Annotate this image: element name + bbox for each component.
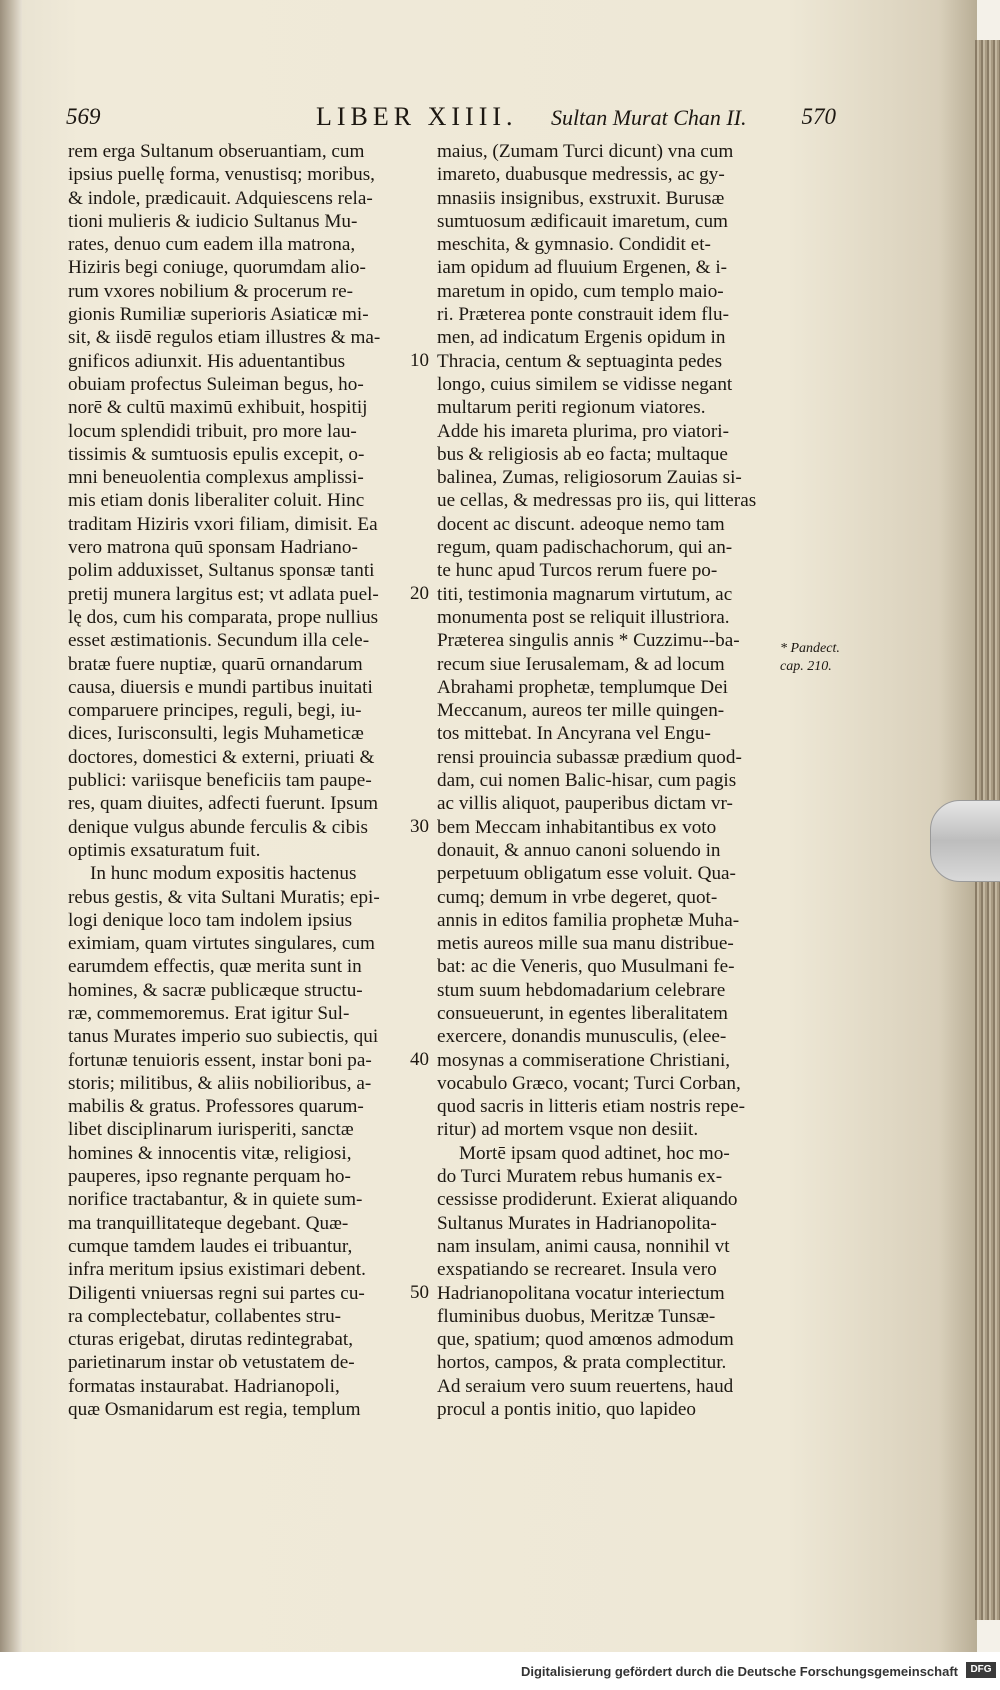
text-line: Hiziris begi coniuge, quorumdam alio- (68, 257, 366, 279)
line-number: 40 (410, 1048, 429, 1070)
text-line: maius, (Zumam Turci dicunt) vna cum (437, 141, 734, 162)
text-line: que, spatium; quod amœnos admodum (437, 1329, 734, 1351)
text-line: rebus gestis, & vita Sultani Muratis; epi- (68, 886, 380, 908)
text-line: vocabulo Græco, vocant; Turci Corban, (437, 1072, 741, 1094)
text-line: maretum in opido, cum templo maio- (437, 280, 724, 302)
text-line: Meccanum, aureos ter mille quingen- (437, 700, 725, 722)
marginal-note-line: * Pandect. (780, 641, 840, 656)
digitization-credit: Digitalisierung gefördert durch die Deutsche Forschungsgemeinschaft (520, 1664, 958, 1679)
text-line: quod sacris in litteris etiam nostris repe- (437, 1096, 745, 1118)
text-line: bratæ fuere nuptiæ, quarū ornandarum (68, 653, 363, 675)
text-line: nam insulam, animi causa, nonnihil vt (437, 1235, 730, 1257)
text-line: sit, & iisdē regulos etiam illustres & ma- (68, 327, 381, 349)
text-line: exspatiando se recrearet. Insula vero (437, 1259, 717, 1281)
text-line: In hunc modum expositis hactenus (90, 863, 357, 885)
text-line: consueuerunt, in egentes liberalitatem (437, 1002, 728, 1024)
running-subtitle: Sultan Murat Chan II. (551, 105, 747, 130)
text-line: Ad seraium vero suum reuertens, haud (437, 1375, 734, 1397)
text-line: ra complectebatur, collabentes stru- (68, 1305, 342, 1327)
text-line: ræ, commemoremus. Erat igitur Sul- (68, 1002, 350, 1024)
text-line: Sultanus Murates in Hadrianopolita- (437, 1212, 717, 1234)
text-line: norifice tractabantur, & in quiete sum- (68, 1189, 363, 1211)
page-number-right: 570 (801, 104, 836, 129)
book-binding (0, 0, 22, 1652)
text-line: publici: variisque beneficiis tam paupe- (68, 770, 372, 792)
text-line: bus & religiosis ab eo facta; multaque (437, 443, 728, 465)
text-line: mabilis & gratus. Professores quarum- (68, 1096, 364, 1118)
text-line: fortunæ tenuioris essent, instar boni pa- (68, 1049, 372, 1071)
text-line: donauit, & annuo canoni soluendo in (437, 839, 721, 861)
text-line: Hadrianopolitana vocatur interiectum (437, 1282, 725, 1304)
text-line: hortos, campos, & prata complectitur. (437, 1352, 727, 1374)
text-line: sumtuosum ædificauit imaretum, cum (437, 210, 728, 232)
text-line: ritur) ad mortem vsque non desiit. (437, 1119, 699, 1141)
text-line: rum vxores nobilium & procerum re- (68, 280, 354, 302)
marginal-note (780, 640, 840, 676)
text-line: mosynas a commiseratione Christiani, (437, 1049, 731, 1071)
page-number-left: 569 (66, 104, 101, 129)
text-line: tos mittebat. In Ancyrana vel Engu- (437, 723, 711, 745)
text-line: Abrahami prophetæ, templumque Dei (437, 676, 728, 698)
text-line: denique vulgus abunde ferculis & cibis (68, 816, 369, 838)
text-line: bem Meccam inhabitantibus ex voto (437, 816, 717, 838)
text-line: tanus Murates imperio suo subiectis, qui (68, 1026, 379, 1048)
text-line: metis aureos mille sua manu distribue- (437, 933, 734, 955)
text-line: locum splendidi tribuit, pro more lau- (68, 420, 357, 442)
text-line: comparuere principes, reguli, begi, iu- (68, 700, 362, 722)
text-line: ac villis aliquot, pauperibus dictam vr- (437, 793, 733, 815)
text-line: obuiam profectus Suleiman begus, ho- (68, 373, 364, 395)
text-line: stum suum hebdomadarium celebrare (437, 979, 726, 1001)
text-line: rem erga Sultanum obseruantiam, cum (68, 141, 365, 162)
text-line: multarum periti regionum viatores. (437, 397, 706, 419)
text-line: cumq; demum in vrbe degeret, quot- (437, 886, 718, 908)
text-line: libet disciplinarum iurisperiti, sanctæ (68, 1119, 354, 1141)
text-line: gnificos adiunxit. His aduentantibus (68, 350, 346, 372)
text-line: dices, Iurisconsulti, legis Muhameticæ (68, 723, 364, 745)
text-line: dam, cui nomen Balic-hisar, cum pagis (437, 770, 737, 792)
text-line: Præterea singulis annis * Cuzzimu--ba- (437, 630, 740, 652)
right-text-column (437, 140, 777, 1421)
text-line: esset æstimationis. Secundum illa cele- (68, 630, 370, 652)
text-line: ri. Præterea ponte constrauit idem flu- (437, 304, 729, 326)
text-line: optimis exsaturatum fuit. (68, 839, 261, 861)
text-line: exercere, donandis munusculis, (elee- (437, 1026, 727, 1048)
text-line: titi, testimonia magnarum virtutum, ac (437, 583, 733, 605)
text-line: Mortē ipsam quod adtinet, hoc mo- (459, 1142, 730, 1164)
text-line: iam opidum ad fluuium Ergenen, & i- (437, 257, 728, 279)
text-line: mis etiam donis liberaliter coluit. Hinc (68, 490, 365, 512)
text-line: cturas erigebat, dirutas redintegrabat, (68, 1329, 354, 1351)
running-head: LIBER XIIII. (316, 102, 518, 131)
text-line: bat: ac die Veneris, quo Musulmani fe- (437, 956, 735, 978)
text-line: mnasiis insignibus, exstruxit. Burusæ (437, 187, 725, 209)
text-line: ue cellas, & medressas pro iis, qui litteras (437, 490, 757, 512)
text-line: storis; militibus, & aliis nobilioribus, a- (68, 1072, 372, 1094)
text-line: cumque tamdem laudes ei tribuantur, (68, 1235, 353, 1257)
text-line: traditam Hiziris vxori filiam, dimisit. Ea (68, 513, 378, 535)
footer-bar (0, 1652, 1000, 1690)
text-line: formatas instaurabat. Hadrianopoli, (68, 1375, 340, 1397)
text-line: mni beneuolentia complexus amplissi- (68, 467, 364, 489)
text-line: tissimis & sumtuosis epulis excepit, o- (68, 443, 365, 465)
text-line: homines & innocentis vitæ, religiosi, (68, 1142, 352, 1164)
text-line: perpetuum obligatum esse voluit. Qua- (437, 863, 736, 885)
text-line: infra meritum ipsius existimari debent. (68, 1259, 366, 1281)
dfg-logo: DFG (966, 1662, 996, 1678)
text-line: rensi prouincia subassæ prædium quod- (437, 746, 742, 768)
text-line: imareto, duabusque medressis, ac gy- (437, 164, 725, 186)
text-line: longo, cuius similem se vidisse negant (437, 373, 733, 395)
text-line: rates, denuo cum eadem illa matrona, (68, 234, 356, 256)
marginal-note-line: cap. 210. (780, 659, 832, 674)
line-number: 10 (410, 349, 429, 371)
text-line: meschita, & gymnasio. Condidit et- (437, 234, 711, 256)
text-line: polim adduxisset, Sultanus sponsæ tanti (68, 560, 375, 582)
text-line: tioni mulieris & iudicio Sultanus Mu- (68, 210, 358, 232)
text-line: procul a pontis initio, quo lapideo (437, 1399, 696, 1421)
text-line: gionis Rumiliæ superioris Asiaticæ mi- (68, 304, 369, 326)
text-line: ma tranquillitateque degebant. Quæ- (68, 1212, 349, 1234)
text-line: cessisse prodiderunt. Exierat aliquando (437, 1189, 738, 1211)
text-line: doctores, domestici & externi, priuati & (68, 746, 375, 768)
text-line: Thracia, centum & septuaginta pedes (437, 350, 723, 372)
text-line: recum siue Ierusalemam, & ad locum (437, 653, 725, 675)
text-line: regum, quam padischachorum, qui an- (437, 537, 733, 559)
text-line: balinea, Zumas, religiosorum Zauias si- (437, 467, 742, 489)
page-clip (930, 800, 1000, 882)
text-line: & indole, prædicauit. Adquiescens rela- (68, 187, 373, 209)
text-line: Adde his imareta plurima, pro viatori- (437, 420, 729, 442)
text-line: earumdem effectis, quæ merita sunt in (68, 956, 362, 978)
text-line: pretij munera largitus est; vt adlata puel- (68, 583, 379, 605)
text-line: res, quam diuites, adfecti fuerunt. Ipsum (68, 793, 379, 815)
text-line: docent ac discunt. adeoque nemo tam (437, 513, 725, 535)
text-line: logi denique loco tam indolem ipsius (68, 909, 353, 931)
text-line: parietinarum instar ob vetustatem de- (68, 1352, 355, 1374)
line-number: 20 (410, 582, 429, 604)
text-line: quæ Osmanidarum est regia, templum (68, 1399, 361, 1421)
text-line: lę dos, cum his comparata, prope nullius (68, 606, 379, 628)
text-line: norē & cultū maximū exhibuit, hospitij (68, 397, 368, 419)
text-line: homines, & sacræ publicæque structu- (68, 979, 363, 1001)
text-line: annis in editos familia prophetæ Muha- (437, 909, 740, 931)
text-line: pauperes, ipso regnante perquam ho- (68, 1166, 351, 1188)
text-line: monumenta post se reliquit illustriora. (437, 606, 730, 628)
line-number: 30 (410, 815, 429, 837)
text-line: eximiam, quam virtutes singulares, cum (68, 933, 375, 955)
page-header (66, 102, 836, 138)
text-line: Diligenti vniuersas regni sui partes cu- (68, 1282, 365, 1304)
text-line: te hunc apud Turcos rerum fuere po- (437, 560, 718, 582)
text-line: do Turci Muratem rebus humanis ex- (437, 1166, 723, 1188)
text-line: ipsius puellę forma, venustisq; moribus, (68, 164, 375, 186)
left-text-column (68, 140, 406, 1421)
text-line: causa, diuersis e mundi partibus inuitati (68, 676, 373, 698)
text-line: vero matrona quū sponsam Hadriano- (68, 537, 358, 559)
text-line: men, ad indicatum Ergenis opidum in (437, 327, 726, 349)
text-line: fluminibus duobus, Meritzæ Tunsæ- (437, 1305, 716, 1327)
line-number: 50 (410, 1281, 429, 1303)
